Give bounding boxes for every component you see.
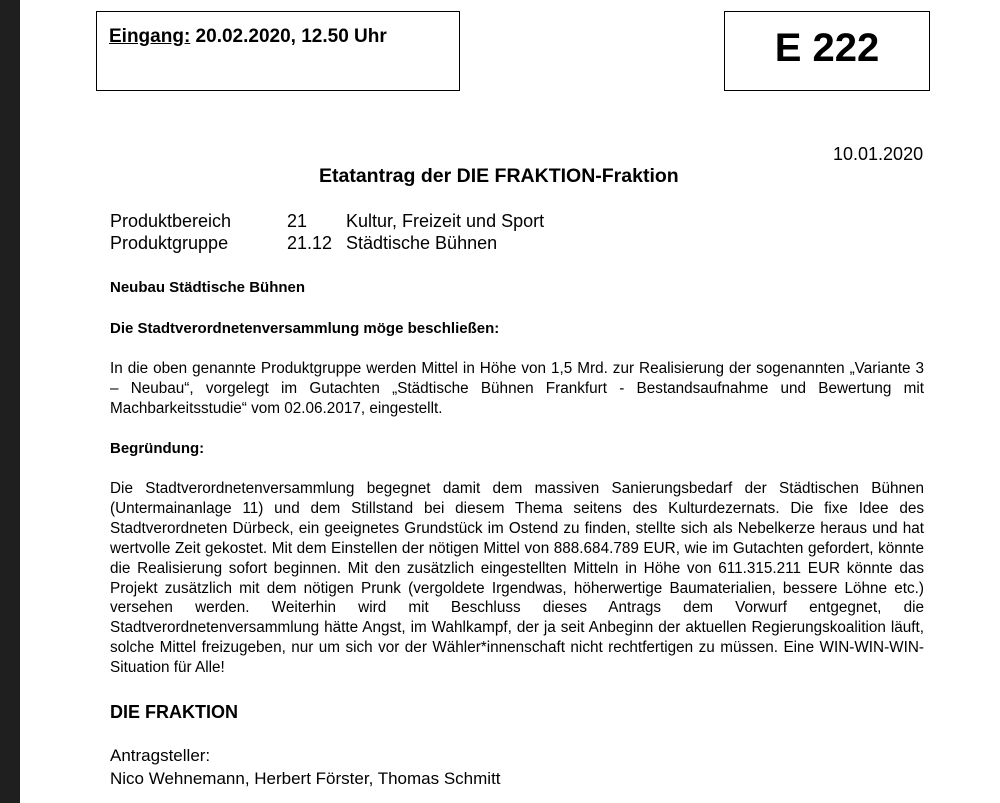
produktgruppe-row [110,233,710,257]
subject-heading: Neubau Städtische Bühnen [110,279,306,296]
produktgruppe-label: Produktgruppe [110,233,229,253]
eingang-label: Eingang: [109,26,191,47]
eingang-value: 20.02.2020, 12.50 Uhr [190,26,387,47]
produktbereich-row [110,211,710,235]
antrag-number: E 222 [774,26,880,70]
produktbereich-code: 21 [287,211,308,231]
antrag-paragraph: In die oben genannte Produktgruppe werden Mittel in Höhe von 1,5 Mrd. zur Realisierung der sogenannten „Variante 3 – Neubau“, vorgelegt im Gutachten „Städtische Bühnen Frankfurt - Bestandsaufnahme und Bewertung mit Machbarkeitsstudie“ vom 02.06.2017, eingestellt. [110,360,924,417]
signature-party: DIE FRAKTION [110,702,238,722]
produktbereich-name: Kultur, Freizeit und Sport [346,211,545,231]
antragsteller-names: Nico Wehnemann, Herbert Förster, Thomas Schmitt [110,769,501,788]
eingang-line [109,26,387,48]
page-edge-shadow [0,0,20,803]
begruendung-heading: Begründung: [110,440,205,457]
beschluss-heading: Die Stadtverordnetenversammlung möge beschließen: [110,320,500,337]
produktbereich-label: Produktbereich [110,211,232,231]
begruendung-paragraph: Die Stadtverordnetenversammlung begegnet damit dem massiven Sanierungsbedarf der Städtischen Bühnen (Untermainanlage 11) und dem Stillstand bei diesem Thema seitens des Kulturdezernats. Die fixe Idee des Stadtverordneten Dürbeck, ein geeignetes Grundstück im Ostend zu finden, stellte sich als Nebelkerze heraus und hat wertvolle Zeit gekostet. Mit dem Einstellen der nötigen Mittel von 888.684.789 EUR, wie im Gutachten gefordert, könnte die Realisierung sofort beginnen. Mit den zusätzlich eingestellten Mitteln in Höhe von 611.315.211 EUR könnte das Projekt zusätzlich mit dem nötigen Prunk (vergoldete Irgendwas, höherwertige Baumaterialien, bessere Löhne etc.) versehen werden. Weiterhin wird mit Beschluss dieses Antrags dem Vorwurf entgegnet, die Stadtverordnetenversammlung hätte Angst, im Wahlkampf, der ja seit Anbeginn der aktuellen Regierungskoalition läuft, solche Mittel freizugeben, nur um sich vor der Wähler*innenschaft nicht rechtfertigen zu müssen. Eine WIN-WIN-WIN-Situation für Alle! [110,480,924,677]
antragsteller-label: Antragsteller: [110,746,211,765]
produktgruppe-code: 21.12 [287,233,333,253]
produktgruppe-name: Städtische Bühnen [346,233,498,253]
document-date: 10.01.2020 [833,144,924,164]
document-title: Etatantrag der DIE FRAKTION-Fraktion [319,165,679,187]
antrag-number-box [724,11,930,91]
eingang-stamp-box [96,11,460,91]
